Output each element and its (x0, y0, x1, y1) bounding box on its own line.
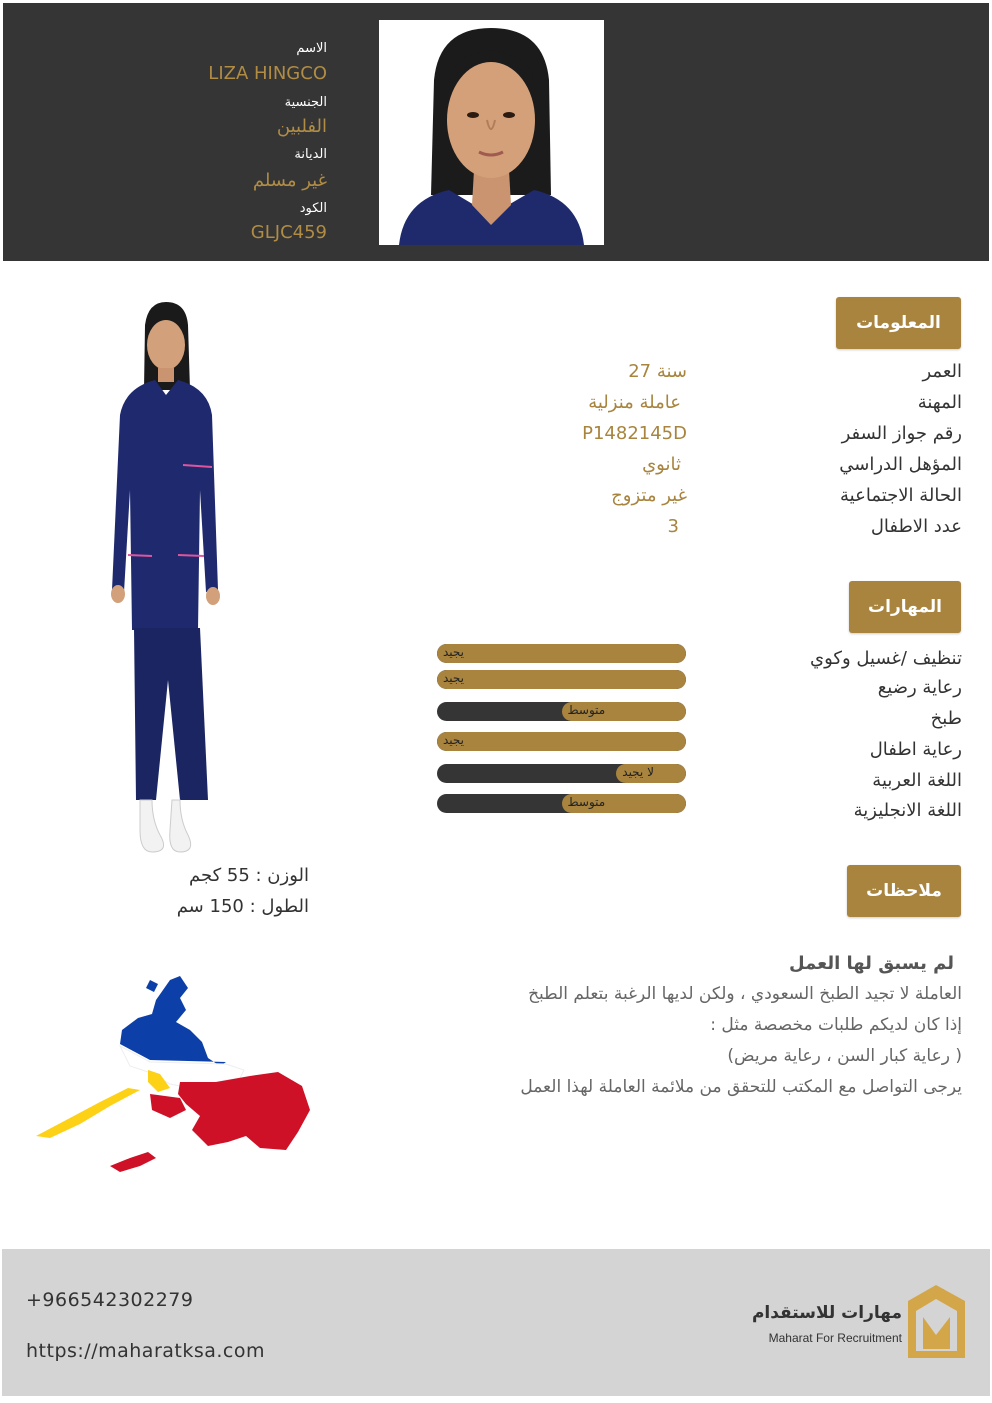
occupation-label: المهنة (917, 392, 962, 413)
skill-level: متوسط (567, 703, 606, 717)
height-text: الطول : 150 سم (176, 896, 309, 917)
info-section-title: المعلومات (836, 297, 961, 349)
religion-label: الديانة (294, 147, 327, 162)
skill-label: رعاية اطفال (869, 739, 962, 760)
skill-label: طبخ (930, 708, 962, 729)
skill-level: يجيد (443, 645, 465, 659)
note-line: إذا كان لديكم طلبات مخصصة مثل : (710, 1015, 962, 1035)
age-label: العمر (922, 361, 962, 382)
skill-label: اللغة الانجليزية (853, 800, 962, 821)
skill-label: رعاية رضيع (877, 677, 962, 698)
skill-bar (437, 794, 686, 813)
skill-bar (437, 670, 686, 689)
skill-bar-fill (437, 644, 686, 663)
skill-level: لا يجيد (622, 765, 654, 779)
skill-bar (437, 702, 686, 721)
name-value: LIZA HINGCO (208, 63, 327, 84)
skill-bar-fill (437, 670, 686, 689)
skill-bar (437, 732, 686, 751)
passport-label: رقم جواز السفر (841, 423, 962, 444)
logo-arabic-text: مهارات للاستقدام (751, 1303, 902, 1323)
education-label: المؤهل الدراسي (839, 454, 962, 475)
nationality-label: الجنسية (284, 95, 327, 110)
skill-bar (437, 644, 686, 663)
portrait-photo (379, 20, 604, 245)
phone-number[interactable]: +966542302279 (26, 1289, 194, 1311)
name-label: الاسم (296, 41, 327, 56)
note-line: لم يسبق لها العمل (789, 953, 954, 974)
skill-label: تنظيف /غسيل وكوي (810, 648, 962, 669)
skill-level: يجيد (443, 671, 465, 685)
children-label: عدد الاطفال (870, 516, 962, 537)
company-logo (740, 1283, 970, 1363)
religion-value: غير مسلم (252, 170, 327, 191)
code-label: الكود (299, 201, 327, 216)
note-line: يرجى التواصل مع المكتب للتحقق من ملائمة العاملة لهذا العمل (520, 1077, 962, 1097)
occupation-value: عاملة منزلية (588, 392, 681, 413)
passport-value: P1482145D (582, 423, 687, 444)
full-body-photo (100, 300, 230, 855)
skills-section-title: المهارات (849, 581, 961, 633)
philippines-flag-map (30, 970, 320, 1180)
note-line: ( رعاية كبار السن ، رعاية مريض) (727, 1046, 962, 1066)
education-value: ثانوي (642, 454, 681, 475)
note-line: العاملة لا تجيد الطبخ السعودي ، ولكن لديها الرغبة بتعلم الطبخ (528, 984, 962, 1004)
skill-level: يجيد (443, 733, 465, 747)
code-value: GLJC459 (250, 222, 327, 243)
weight-text: الوزن : 55 كجم (189, 865, 309, 886)
age-value: 27 سنة (628, 361, 687, 382)
website-link[interactable]: https://maharatksa.com (26, 1340, 266, 1362)
notes-section-title: ملاحظات (847, 865, 961, 917)
skill-label: اللغة العربية (872, 770, 962, 791)
logo-english-text: Maharat For Recruitment (768, 1331, 902, 1345)
skill-bar (437, 764, 686, 783)
nationality-value: الفلبين (276, 116, 327, 137)
skill-bar-fill (437, 732, 686, 751)
marital-status-label: الحالة الاجتماعية (840, 485, 962, 506)
marital-status-value: غير متزوج (611, 485, 687, 506)
notes-text (422, 948, 962, 1103)
children-value: 3 (667, 516, 679, 537)
skill-level: متوسط (567, 795, 606, 809)
